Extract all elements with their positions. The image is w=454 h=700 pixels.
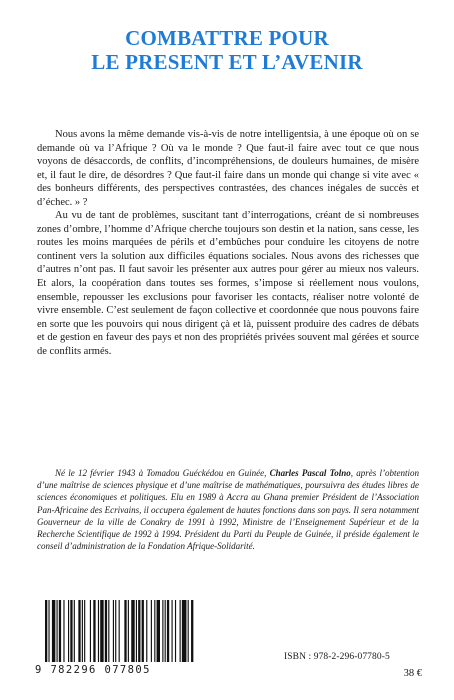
barcode-bar — [63, 600, 64, 662]
author-name: Charles Pascal Tolno — [269, 468, 351, 478]
barcode-bar — [113, 600, 114, 662]
barcode-bar — [68, 600, 69, 662]
barcode-bar — [78, 600, 80, 662]
barcode-digits: 9 782296 077805 — [35, 664, 151, 676]
barcode — [35, 600, 205, 678]
barcode-bar — [52, 600, 55, 662]
barcode-bar — [84, 600, 85, 662]
barcode-bar — [48, 600, 49, 662]
barcode-bar — [124, 600, 126, 662]
barcode-bar — [138, 600, 140, 662]
barcode-bar — [151, 600, 152, 662]
barcode-bar — [167, 600, 169, 662]
barcode-bar — [191, 600, 193, 662]
barcode-bar — [119, 600, 120, 662]
barcode-bar — [74, 600, 75, 662]
isbn-number: ISBN : 978-2-296-07780-5 — [284, 652, 390, 662]
barcode-bar — [100, 600, 103, 662]
barcode-bar — [70, 600, 72, 662]
price: 38 € — [403, 668, 422, 679]
barcode-bar — [162, 600, 163, 662]
title-line-2: LE PRESENT ET L’AVENIR — [91, 50, 363, 74]
barcode-bar — [93, 600, 95, 662]
barcode-bar — [180, 600, 181, 662]
bio-intro: Né le 12 février 1943 à Tomadou Guéckédou en Guinée, — [55, 468, 270, 478]
barcode-bar — [175, 600, 176, 662]
barcode-bar — [82, 600, 83, 662]
barcode-bar — [188, 600, 189, 662]
barcode-bars — [45, 600, 203, 662]
barcode-bar — [105, 600, 107, 662]
barcode-bar — [128, 600, 129, 662]
blurb-paragraph-1: Nous avons la même demande vis-à-vis de notre intelligentsia, à une époque où on se demande où va l’Afrique ? Où va le monde ? Que faut-il faire avec tout ce que nous voyons de désaccords, de conflits, d’incompréhensions, de douleurs humaines, de misère et, il faut le dire, de désordres ? Que faut-il faire dans un monde qui change si vite avec « des bonheurs différents, des perspectives contrastées, des chances inégales de succès et d’échec. » ? — [37, 129, 419, 208]
barcode-bar — [131, 600, 134, 662]
barcode-bar — [98, 600, 99, 662]
title-line-1: COMBATTRE POUR — [125, 26, 329, 50]
barcode-bar — [157, 600, 160, 662]
barcode-bar — [172, 600, 173, 662]
barcode-bar — [115, 600, 116, 662]
barcode-bar — [57, 600, 58, 662]
barcode-bar — [165, 600, 166, 662]
barcode-bar — [142, 600, 144, 662]
back-cover-blurb — [37, 128, 419, 358]
blurb-paragraph-2: Au vu de tant de problèmes, suscitant tant d’interrogations, créant de si nombreuses zones d’ombre, l’homme d’Afrique cherche toujours son destin et la nation, sans cesse, les routes les moins marquées de périls et d’embûches pour conduire les citoyens de notre continent vers la solution aux difficiles équations sociales. Nous avons des richesses que d’autres n’ont pas. Il faut savoir les présenter aux autres pour gérer au mieux nos valeurs. Et alors, la coopération dans toutes ses formes, s’impose si réellement nous voulons, ensemble, repousser les exclusions pour favoriser les contacts, réaliser notre volonté de vivre ensemble. C’est seulement de façon collective et coordonnée que nous pouvons faire en sorte que les pouvoirs qui nous dirigent çà et là, puissent produire des cadres de débats et de gestion en faveur des pays et non des propriétés privées souvent mal gérées et source de conflits armés. — [37, 210, 419, 357]
barcode-bar — [146, 600, 147, 662]
barcode-bar — [59, 600, 61, 662]
barcode-bar — [108, 600, 109, 662]
barcode-bar — [45, 600, 47, 662]
author-bio — [37, 467, 419, 552]
barcode-bar — [154, 600, 155, 662]
barcode-bar — [90, 600, 91, 662]
barcode-bar — [182, 600, 187, 662]
barcode-bar — [136, 600, 137, 662]
book-title — [0, 26, 454, 74]
bio-rest: , après l’obtention d’une maîtrise de sciences physique et d’une maîtrise de mathématiques, poursuivra des études libres de sciences économiques et politiques. Elu en 1989 à Accra au Ghana premier Président de l’Association Pan-Africaine des Ecrivains, il occupera également de hautes fonctions dans son pays. Il sera notamment Gouverneur de la ville de Conakry de 1991 à 1992, Ministre de l’Enseignement Supérieur et de la Recherche Scientifique de 1992 à 1994. Président du Parti du Peuple de Guinée, il préside également le conseil d’administration de la Fondation Afrique-Solidarité. — [37, 468, 419, 552]
